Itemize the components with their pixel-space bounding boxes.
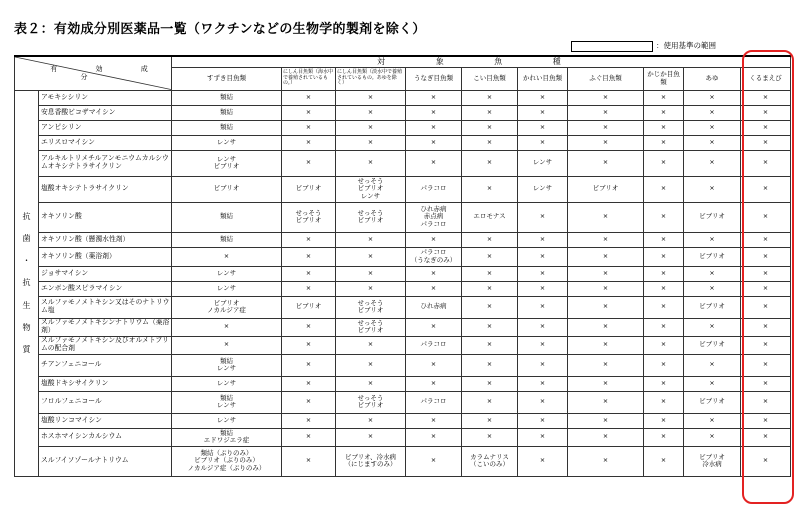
usage-cell: ×: [282, 376, 336, 391]
usage-cell: ×: [741, 296, 791, 318]
usage-cell: ×: [282, 428, 336, 446]
table-row: [15, 413, 791, 428]
usage-cell: ×: [462, 413, 518, 428]
usage-cell: ×: [518, 232, 568, 247]
usage-cell: ×: [741, 232, 791, 247]
usage-cell: せっそう ビブリオ: [336, 202, 406, 232]
usage-cell: ×: [518, 376, 568, 391]
usage-cell: 類結 レンサ: [172, 354, 282, 376]
usage-cell: ×: [684, 90, 741, 105]
usage-cell: ×: [644, 281, 684, 296]
ingredient-name: フロルフェニコール: [39, 391, 172, 413]
usage-cell: ×: [406, 446, 462, 476]
usage-cell: エロモナス: [462, 202, 518, 232]
usage-cell: 類結（ぶりのみ） ビブリオ（ぶりのみ） ノカルジア症（ぶりのみ）: [172, 446, 282, 476]
table-row: [15, 120, 791, 135]
usage-cell: ×: [518, 120, 568, 135]
table-row: [15, 232, 791, 247]
usage-cell: ×: [684, 176, 741, 202]
fish-column-header: かじか目魚類: [644, 67, 684, 90]
usage-cell: ×: [518, 247, 568, 266]
usage-cell: ×: [518, 318, 568, 336]
page-title: 表２：有効成分別医薬品一覧（ワクチンなどの生物学的製剤を除く）: [14, 22, 426, 37]
usage-cell: ×: [336, 281, 406, 296]
usage-cell: ×: [741, 446, 791, 476]
usage-cell: ×: [568, 318, 644, 336]
usage-cell: ×: [568, 105, 644, 120]
usage-cell: ×: [684, 135, 741, 150]
table-row: [15, 266, 791, 281]
ingredient-header: [15, 56, 172, 90]
usage-cell: ×: [518, 446, 568, 476]
usage-cell: ×: [644, 135, 684, 150]
category-char: 物: [22, 322, 31, 332]
usage-cell: ×: [282, 281, 336, 296]
usage-cell: ×: [462, 428, 518, 446]
usage-cell: ×: [568, 296, 644, 318]
ingredient-name: 塩酸リンコマイシン: [39, 413, 172, 428]
fish-column-header: すずき目魚類: [172, 67, 282, 90]
ingredient-name: オキソリン酸: [39, 202, 172, 232]
usage-cell: ×: [684, 376, 741, 391]
usage-cell: カラムナリス （こいのみ）: [462, 446, 518, 476]
usage-cell: ×: [336, 120, 406, 135]
usage-cell: ×: [518, 135, 568, 150]
usage-cell: ×: [684, 150, 741, 176]
fish-column-header: かれい目魚類: [518, 67, 568, 90]
usage-cell: ビブリオ: [282, 296, 336, 318]
usage-cell: ×: [568, 336, 644, 354]
usage-cell: ×: [568, 413, 644, 428]
usage-cell: ×: [644, 413, 684, 428]
usage-cell: 類結: [172, 90, 282, 105]
usage-cell: パラコロ （うなぎのみ）: [406, 247, 462, 266]
usage-cell: ×: [336, 413, 406, 428]
ingredient-name: 塩酸オキシテトラサイクリン: [39, 176, 172, 202]
usage-cell: ひれ赤病 赤点病 パラコロ: [406, 202, 462, 232]
legend-box: [571, 41, 653, 52]
ingredient-name: ホスホマイシンカルシウム: [39, 428, 172, 446]
ingredient-name: アルキルトリメチルアンモニウムカルシウムオキシテトラサイクリン: [39, 150, 172, 176]
usage-cell: ×: [568, 391, 644, 413]
usage-cell: ×: [684, 354, 741, 376]
usage-cell: ×: [741, 266, 791, 281]
usage-cell: ×: [741, 336, 791, 354]
usage-cell: ×: [568, 281, 644, 296]
usage-cell: ×: [406, 354, 462, 376]
fish-column-header: にしん目魚類（淡水中で養殖されているもの。あゆを除く）: [336, 67, 406, 90]
ingredient-name: ジョサマイシン: [39, 266, 172, 281]
usage-cell: ×: [568, 247, 644, 266]
usage-cell: ×: [282, 247, 336, 266]
usage-cell: ×: [462, 266, 518, 281]
usage-cell: ×: [462, 296, 518, 318]
usage-cell: ×: [406, 120, 462, 135]
usage-cell: 類結: [172, 202, 282, 232]
usage-cell: ×: [684, 266, 741, 281]
usage-cell: ×: [684, 232, 741, 247]
category-cell: [15, 90, 39, 476]
ingredient-name: エンボン酸スピラマイシン: [39, 281, 172, 296]
usage-cell: ×: [684, 318, 741, 336]
table-row: [15, 150, 791, 176]
usage-cell: せっそう ビブリオ: [336, 296, 406, 318]
usage-cell: ×: [518, 105, 568, 120]
usage-cell: ×: [282, 120, 336, 135]
drug-table: [14, 55, 791, 477]
usage-cell: ×: [741, 354, 791, 376]
usage-cell: ビブリオ 冷水病: [684, 446, 741, 476]
usage-cell: ×: [518, 296, 568, 318]
usage-cell: ×: [462, 150, 518, 176]
usage-cell: ×: [172, 318, 282, 336]
usage-cell: パラコロ: [406, 391, 462, 413]
usage-cell: ×: [741, 202, 791, 232]
usage-cell: ×: [462, 354, 518, 376]
usage-cell: パラコロ: [406, 336, 462, 354]
usage-cell: ビブリオ: [684, 296, 741, 318]
usage-cell: ×: [741, 391, 791, 413]
usage-cell: ビブリオ: [172, 176, 282, 202]
usage-cell: ×: [282, 413, 336, 428]
table-row: [15, 202, 791, 232]
fish-column-header: うなぎ目魚類: [406, 67, 462, 90]
usage-cell: レンサ ビブリオ: [172, 150, 282, 176]
usage-cell: ×: [406, 376, 462, 391]
usage-cell: ×: [406, 266, 462, 281]
usage-cell: ×: [282, 354, 336, 376]
usage-cell: ×: [462, 120, 518, 135]
ingredient-name: 塩酸ドキシサイクリン: [39, 376, 172, 391]
usage-cell: ×: [282, 266, 336, 281]
usage-cell: ×: [518, 336, 568, 354]
usage-cell: ×: [462, 232, 518, 247]
usage-cell: ×: [644, 391, 684, 413]
usage-cell: ×: [644, 376, 684, 391]
usage-cell: ×: [462, 135, 518, 150]
category-char: 抗: [22, 278, 31, 288]
usage-cell: ×: [644, 247, 684, 266]
usage-cell: パラコロ: [406, 176, 462, 202]
category-char: 質: [22, 344, 31, 354]
usage-cell: 類結: [172, 105, 282, 120]
usage-cell: ビブリオ: [684, 336, 741, 354]
usage-cell: ×: [741, 281, 791, 296]
usage-cell: ビブリオ: [568, 176, 644, 202]
usage-cell: ×: [644, 428, 684, 446]
table-row: [15, 376, 791, 391]
usage-cell: ビブリオ: [684, 247, 741, 266]
table-row: [15, 336, 791, 354]
table-row: [15, 446, 791, 476]
usage-cell: ×: [282, 232, 336, 247]
usage-cell: ×: [172, 336, 282, 354]
table-row: [15, 90, 791, 105]
ingredient-name: スルファモノメトキシン及びオルメトプリムの配合剤: [39, 336, 172, 354]
ingredient-name: アンピシリン: [39, 120, 172, 135]
usage-cell: ×: [336, 354, 406, 376]
usage-cell: ×: [282, 135, 336, 150]
usage-cell: ×: [644, 120, 684, 135]
usage-cell: ×: [282, 150, 336, 176]
legend: [571, 40, 716, 52]
table-row: [15, 281, 791, 296]
table-row: [15, 318, 791, 336]
usage-cell: ×: [518, 202, 568, 232]
category-char: 抗: [22, 211, 31, 221]
usage-cell: ×: [568, 354, 644, 376]
usage-cell: ×: [644, 446, 684, 476]
usage-cell: 類結: [172, 120, 282, 135]
usage-cell: ×: [741, 150, 791, 176]
usage-cell: ×: [406, 105, 462, 120]
ingredient-name: チアンフェニコール: [39, 354, 172, 376]
usage-cell: ×: [741, 376, 791, 391]
table-row: [15, 354, 791, 376]
usage-cell: レンサ: [518, 176, 568, 202]
usage-cell: ×: [336, 336, 406, 354]
category-char: 菌: [22, 234, 31, 244]
table-row: [15, 428, 791, 446]
usage-cell: ×: [282, 318, 336, 336]
usage-cell: ×: [568, 90, 644, 105]
usage-cell: ×: [406, 135, 462, 150]
usage-cell: ×: [644, 296, 684, 318]
usage-cell: レンサ: [172, 413, 282, 428]
usage-cell: ×: [644, 336, 684, 354]
usage-cell: レンサ: [172, 281, 282, 296]
usage-cell: ×: [741, 176, 791, 202]
usage-cell: ×: [741, 90, 791, 105]
table-row: [15, 105, 791, 120]
ingredient-name: エリスロマイシン: [39, 135, 172, 150]
usage-cell: ×: [518, 266, 568, 281]
usage-cell: ×: [568, 376, 644, 391]
usage-cell: ×: [644, 105, 684, 120]
usage-cell: ×: [518, 391, 568, 413]
usage-cell: ×: [406, 318, 462, 336]
usage-cell: ×: [462, 105, 518, 120]
usage-cell: ×: [518, 354, 568, 376]
usage-cell: レンサ: [518, 150, 568, 176]
usage-cell: 類結 エドワジエラ症: [172, 428, 282, 446]
ingredient-name: アモキシシリン: [39, 90, 172, 105]
usage-cell: ×: [336, 232, 406, 247]
usage-cell: ×: [336, 428, 406, 446]
ingredient-name: オキソリン酸（懸濁水性剤）: [39, 232, 172, 247]
usage-cell: ×: [336, 135, 406, 150]
usage-cell: ×: [741, 318, 791, 336]
usage-cell: ビブリオ: [282, 176, 336, 202]
table-row: [15, 135, 791, 150]
usage-cell: ×: [741, 413, 791, 428]
usage-cell: ×: [282, 105, 336, 120]
usage-cell: ×: [282, 446, 336, 476]
category-char: ・: [22, 256, 31, 266]
usage-cell: ×: [406, 281, 462, 296]
fish-column-header: こい目魚類: [462, 67, 518, 90]
usage-cell: ×: [462, 336, 518, 354]
usage-cell: ビブリオ: [684, 391, 741, 413]
usage-cell: ×: [172, 247, 282, 266]
table-row: [15, 296, 791, 318]
usage-cell: ×: [684, 428, 741, 446]
usage-cell: ×: [462, 281, 518, 296]
fish-column-header: くるまえび: [741, 67, 791, 90]
usage-cell: せっそう ビブリオ: [336, 391, 406, 413]
usage-cell: ×: [684, 281, 741, 296]
usage-cell: レンサ: [172, 135, 282, 150]
usage-cell: ×: [282, 336, 336, 354]
table-row: [15, 391, 791, 413]
usage-cell: レンサ: [172, 376, 282, 391]
usage-cell: ×: [644, 90, 684, 105]
usage-cell: ×: [568, 232, 644, 247]
category-char: 生: [22, 300, 31, 310]
usage-cell: 類結 レンサ: [172, 391, 282, 413]
target-fish-header: 対 象 魚 種: [172, 56, 791, 67]
usage-cell: ×: [644, 232, 684, 247]
usage-cell: ×: [741, 105, 791, 120]
usage-cell: ×: [336, 376, 406, 391]
usage-cell: ×: [336, 150, 406, 176]
usage-cell: ×: [518, 413, 568, 428]
usage-cell: ×: [568, 150, 644, 176]
usage-cell: ×: [644, 150, 684, 176]
usage-cell: ×: [336, 247, 406, 266]
usage-cell: ×: [518, 281, 568, 296]
fish-column-header: にしん目魚類（海水中で養殖されているもの。）: [282, 67, 336, 90]
usage-cell: ×: [406, 413, 462, 428]
ingredient-name: スルフイソゾールナトリウム: [39, 446, 172, 476]
usage-cell: ×: [568, 446, 644, 476]
usage-cell: ×: [462, 176, 518, 202]
usage-cell: ×: [568, 266, 644, 281]
table-row: [15, 247, 791, 266]
usage-cell: ×: [644, 266, 684, 281]
usage-cell: ×: [406, 428, 462, 446]
usage-cell: ×: [741, 135, 791, 150]
usage-cell: ×: [684, 105, 741, 120]
usage-cell: ×: [462, 391, 518, 413]
usage-cell: ×: [568, 135, 644, 150]
usage-cell: ×: [336, 266, 406, 281]
usage-cell: ×: [282, 391, 336, 413]
usage-cell: せっそう ビブリオ レンサ: [336, 176, 406, 202]
usage-cell: レンサ: [172, 266, 282, 281]
usage-cell: ×: [406, 150, 462, 176]
usage-cell: せっそう ビブリオ: [336, 318, 406, 336]
ingredient-name: オキソリン酸（薬浴剤）: [39, 247, 172, 266]
usage-cell: ビブリオ ノカルジア症: [172, 296, 282, 318]
usage-cell: ×: [406, 232, 462, 247]
usage-cell: ×: [741, 247, 791, 266]
table-row: [15, 176, 791, 202]
usage-cell: 類結: [172, 232, 282, 247]
usage-cell: ×: [406, 90, 462, 105]
usage-cell: ×: [462, 247, 518, 266]
usage-cell: ×: [518, 428, 568, 446]
usage-cell: ×: [568, 428, 644, 446]
ingredient-name: 安息香酸ビコザマイシン: [39, 105, 172, 120]
usage-cell: ×: [282, 90, 336, 105]
usage-cell: ×: [684, 413, 741, 428]
usage-cell: ×: [518, 90, 568, 105]
usage-cell: ×: [568, 120, 644, 135]
ingredient-name: スルファモノメトキシン又はそのナトリウム塩: [39, 296, 172, 318]
fish-column-header: あゆ: [684, 67, 741, 90]
usage-cell: ×: [644, 202, 684, 232]
usage-cell: ×: [644, 318, 684, 336]
usage-cell: ×: [462, 318, 518, 336]
usage-cell: ×: [684, 120, 741, 135]
legend-label: ：使用基準の範囲: [656, 41, 716, 50]
usage-cell: ビブリオ: [684, 202, 741, 232]
usage-cell: ×: [741, 120, 791, 135]
usage-cell: ×: [336, 105, 406, 120]
fish-column-header: ふぐ目魚類: [568, 67, 644, 90]
usage-cell: ひれ赤病: [406, 296, 462, 318]
usage-cell: ビブリオ、冷水病 （にじますのみ）: [336, 446, 406, 476]
usage-cell: ×: [568, 202, 644, 232]
usage-cell: ×: [644, 176, 684, 202]
highlight-box: [742, 50, 794, 504]
usage-cell: ×: [462, 376, 518, 391]
usage-cell: せっそう ビブリオ: [282, 202, 336, 232]
ingredient-name: スルファモノメトキシンナトリウム（薬浴剤）: [39, 318, 172, 336]
usage-cell: ×: [644, 354, 684, 376]
usage-cell: ×: [336, 90, 406, 105]
usage-cell: ×: [462, 90, 518, 105]
usage-cell: ×: [741, 428, 791, 446]
ingredient-label: 有 効 成 分: [50, 64, 166, 82]
